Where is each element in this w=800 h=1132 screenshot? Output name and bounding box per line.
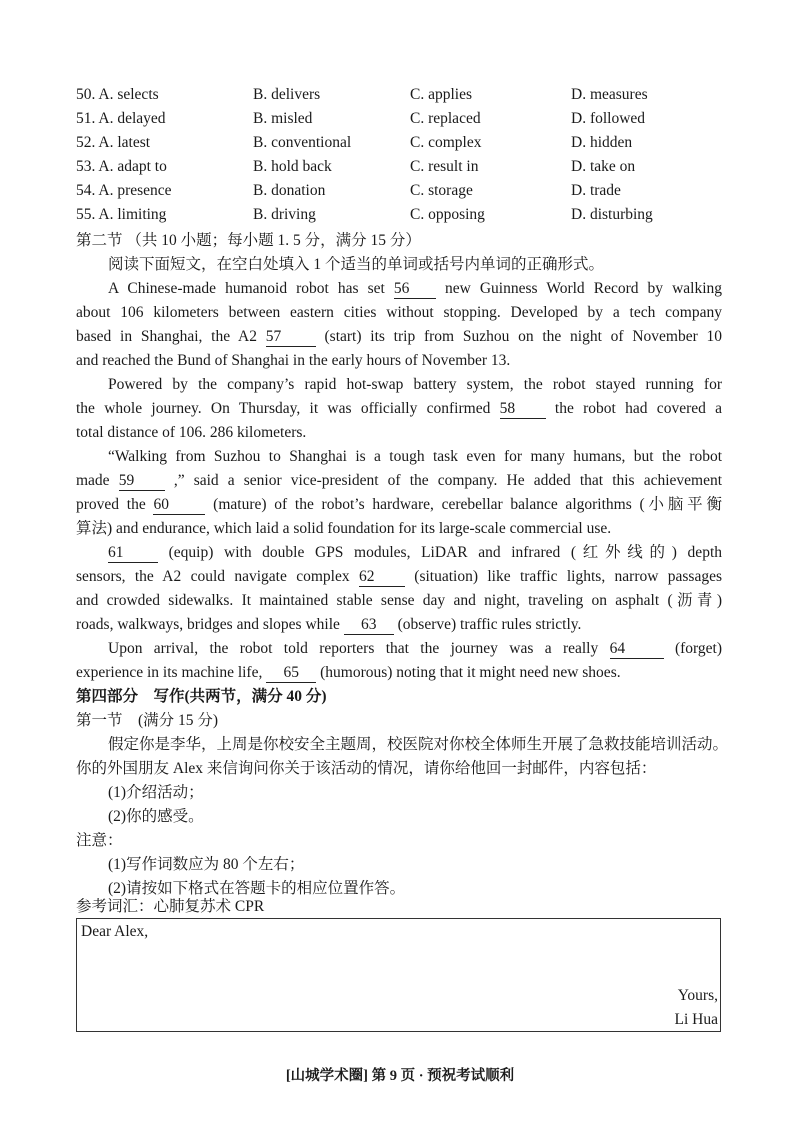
- writing-prompt: 你的外国朋友 Alex 来信询问你关于该活动的情况，请你给他回一封邮件，内容包括：: [76, 760, 657, 777]
- option-row-51: [76, 110, 716, 132]
- option-b: B. conventional: [253, 134, 352, 151]
- passage-line: Powered by the company’s rapid hot-swap battery system, the robot stayed running for: [108, 376, 722, 393]
- part-heading: 第四部分 写作(共两节，满分 40 分): [76, 688, 327, 705]
- passage-line: A Chinese-made humanoid robot has set 56 new Guinness World Record by walking: [108, 280, 723, 297]
- reference-vocabulary: 参考词汇：心肺复苏术 CPR: [76, 898, 265, 915]
- writing-prompt: 假定你是李华，上周是你校安全主题周，校医院对你校全体师生开展了急救技能培训活动。: [108, 736, 729, 753]
- option-a: 54. A. presence: [76, 182, 172, 199]
- passage-line: experience in its machine life, 65 (humorous) noting that it might need new shoes.: [76, 664, 621, 681]
- answer-blank-62[interactable]: 62: [359, 568, 405, 587]
- option-d: D. followed: [571, 110, 646, 127]
- passage-line: Upon arrival, the robot told reporters that the journey was a really 64 (forget): [108, 640, 723, 657]
- option-a: 51. A. delayed: [76, 110, 166, 127]
- option-d: D. hidden: [571, 134, 633, 151]
- option-d: D. trade: [571, 182, 621, 199]
- passage-line: about 106 kilometers between eastern cities without stopping. Developed by a tech company: [76, 304, 722, 321]
- option-c: C. storage: [410, 182, 473, 199]
- letter-signature: Li Hua: [674, 1011, 718, 1028]
- answer-blank-59[interactable]: 59: [119, 472, 165, 491]
- option-c: C. result in: [410, 158, 479, 175]
- answer-blank-65[interactable]: 65: [266, 664, 316, 683]
- note-item: (2)请按如下格式在答题卡的相应位置作答。: [108, 880, 406, 897]
- option-d: D. disturbing: [571, 206, 653, 223]
- option-b: B. delivers: [253, 86, 321, 103]
- option-row-50: [76, 86, 716, 108]
- answer-blank-63[interactable]: 63: [344, 616, 394, 635]
- letter-closing: Yours,: [677, 987, 718, 1004]
- passage-line: made 59 ,” said a senior vice-president of the company. He added that this achievement: [76, 472, 723, 489]
- subsection-heading: 第一节 (满分 15 分): [76, 712, 219, 729]
- answer-blank-57[interactable]: 57: [266, 328, 316, 347]
- option-row-55: [76, 206, 716, 228]
- section-heading: 第二节 （共 10 小题；每小题 1. 5 分，满分 15 分）: [76, 232, 421, 249]
- option-b: B. hold back: [253, 158, 332, 175]
- option-a: 55. A. limiting: [76, 206, 167, 223]
- option-row-54: [76, 182, 716, 204]
- option-b: B. misled: [253, 110, 313, 127]
- answer-blank-64[interactable]: 64: [610, 640, 664, 659]
- passage-line: sensors, the A2 could navigate complex 62 (situation) like traffic lights, narrow passages: [76, 568, 723, 585]
- passage-line: based in Shanghai, the A2 57 (start) its trip from Suzhou on the night of November 10: [76, 328, 723, 345]
- option-b: B. driving: [253, 206, 316, 223]
- option-c: C. opposing: [410, 206, 485, 223]
- passage-line: “Walking from Suzhou to Shanghai is a tough task even for many humans, but the robot: [108, 448, 722, 465]
- option-c: C. complex: [410, 134, 482, 151]
- option-b: B. donation: [253, 182, 326, 199]
- note-label: 注意：: [76, 832, 123, 849]
- answer-blank-56[interactable]: 56: [394, 280, 436, 299]
- passage-line: and crowded sidewalks. It maintained stable sense day and night, traveling on asphalt (沥青): [76, 592, 722, 609]
- answer-box[interactable]: [76, 918, 721, 1032]
- page-footer: [山城学术圈] 第 9 页 · 预祝考试顺利: [285, 1068, 515, 1084]
- section-instruction: 阅读下面短文，在空白处填入 1 个适当的单词或括号内单词的正确形式。: [108, 256, 605, 273]
- option-row-53: [76, 158, 716, 180]
- option-a: 50. A. selects: [76, 86, 159, 103]
- passage-line: and reached the Bund of Shanghai in the early hours of November 13.: [76, 352, 511, 369]
- option-a: 53. A. adapt to: [76, 158, 167, 175]
- passage-line: 61 (equip) with double GPS modules, LiDAR and infrared (红外线的) depth: [108, 544, 722, 561]
- passage-line: roads, walkways, bridges and slopes while 63 (observe) traffic rules strictly.: [76, 616, 582, 633]
- letter-greeting: Dear Alex,: [81, 923, 149, 940]
- passage-line: the whole journey. On Thursday, it was officially confirmed 58 the robot had covered a: [76, 400, 723, 417]
- answer-blank-58[interactable]: 58: [500, 400, 546, 419]
- option-d: D. measures: [571, 86, 648, 103]
- answer-blank-61[interactable]: 61: [108, 544, 158, 563]
- content-point: (2)你的感受。: [108, 808, 204, 825]
- content-point: (1)介绍活动；: [108, 784, 204, 801]
- passage-line: 算法) and endurance, which laid a solid foundation for its large-scale commercial use.: [76, 520, 612, 537]
- option-row-52: [76, 134, 716, 156]
- option-c: C. applies: [410, 86, 472, 103]
- passage-line: total distance of 106. 286 kilometers.: [76, 424, 307, 441]
- option-d: D. take on: [571, 158, 636, 175]
- option-c: C. replaced: [410, 110, 481, 127]
- passage-line: proved the 60 (mature) of the robot’s hardware, cerebellar balance algorithms (小脑平衡: [76, 496, 723, 513]
- note-item: (1)写作词数应为 80 个左右；: [108, 856, 305, 873]
- answer-blank-60[interactable]: 60: [153, 496, 205, 515]
- option-a: 52. A. latest: [76, 134, 151, 151]
